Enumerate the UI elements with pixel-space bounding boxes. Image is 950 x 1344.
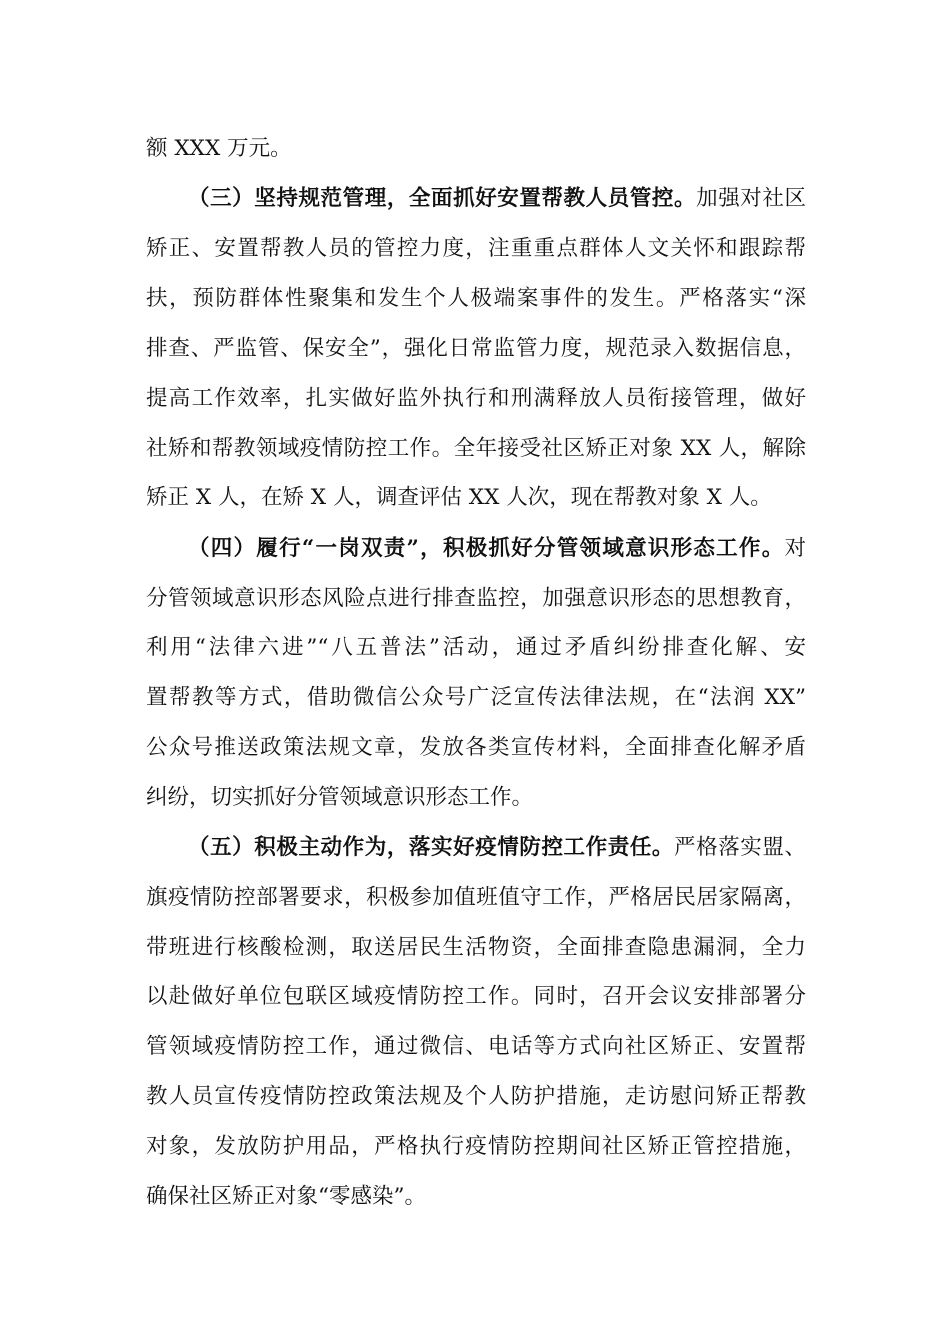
- text-line: 纠纷，切实抓好分管领域意识形态工作。: [146, 785, 534, 810]
- text-line: 分管领域意识形态风险点进行排查监控，加强意识形态的思想教育，: [146, 586, 806, 611]
- text-line: 置帮教等方式，借助微信公众号广泛宣传法律法规，在“法润 XX”: [146, 685, 806, 710]
- text-line: 对象，发放防护用品，严格执行疫情防控期间社区矫正管控措施，: [146, 1134, 806, 1159]
- text-line: 排查、严监管、保安全”，强化日常监管力度，规范录入数据信息，: [146, 336, 806, 361]
- text-line: 管领域疫情防控工作，通过微信、电话等方式向社区矫正、安置帮: [146, 1034, 806, 1059]
- text-line: 额 XXX 万元。: [146, 136, 292, 161]
- text-line: 社矫和帮教领域疫情防控工作。全年接受社区矫正对象 XX 人，解除: [146, 436, 806, 461]
- section-heading-line: （五）积极主动作为，落实好疫情防控工作责任。严格落实盟、: [188, 835, 806, 860]
- text-line: 提高工作效率，扎实做好监外执行和刑满释放人员衔接管理，做好: [146, 386, 806, 411]
- section-heading-line: （三）坚持规范管理，全面抓好安置帮教人员管控。加强对社区: [188, 186, 806, 211]
- text-line: 以赴做好单位包联区域疫情防控工作。同时，召开会议安排部署分: [146, 984, 806, 1009]
- text-line: 公众号推送政策法规文章，发放各类宣传材料，全面排查化解矛盾: [146, 735, 806, 760]
- text-line: 带班进行核酸检测，取送居民生活物资，全面排查隐患漏洞，全力: [146, 935, 806, 960]
- section-heading: （三）坚持规范管理，全面抓好安置帮教人员管控。: [188, 186, 697, 211]
- text-line: 扶，预防群体性聚集和发生个人极端案事件的发生。严格落实“深: [146, 286, 806, 311]
- section-heading-line: （四）履行“一岗双责”，积极抓好分管领域意识形态工作。对: [188, 536, 806, 561]
- section-heading: （五）积极主动作为，落实好疫情防控工作责任。: [188, 835, 675, 860]
- text-line: 旗疫情防控部署要求，积极参加值班值守工作，严格居民居家隔离，: [146, 885, 806, 910]
- text-line: 矫正、安置帮教人员的管控力度，注重重点群体人文关怀和跟踪帮: [146, 236, 806, 261]
- text-line: 利用“法律六进”“八五普法”活动，通过矛盾纠纷排查化解、安: [146, 635, 806, 660]
- text-line: 教人员宣传疫情防控政策法规及个人防护措施，走访慰问矫正帮教: [146, 1084, 806, 1109]
- text-line: 确保社区矫正对象“零感染”。: [146, 1184, 426, 1209]
- text-line: 矫正 X 人，在矫 X 人，调查评估 XX 人次，现在帮教对象 X 人。: [146, 485, 772, 510]
- section-heading: （四）履行“一岗双责”，积极抓好分管领域意识形态工作。: [188, 536, 785, 561]
